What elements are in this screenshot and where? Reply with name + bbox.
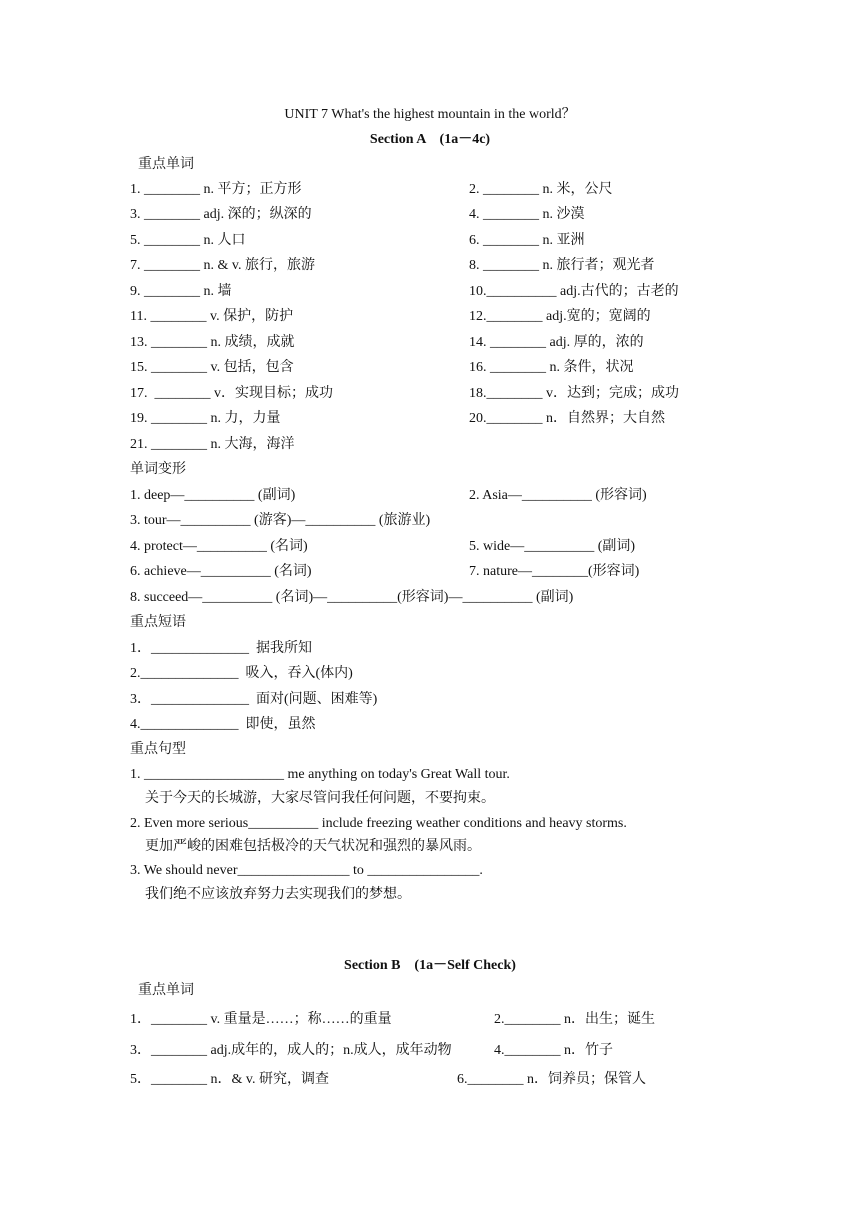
sentence-translation: 我们绝不应该放弃努力去实现我们的梦想。 [145, 887, 411, 902]
vocab-item: 14. ________ adj. 厚的，浓的 [469, 335, 644, 350]
word-form-item: 2. Asia—__________ (形容词) [469, 488, 647, 503]
vocab-item: 4. ________ n. 沙漠 [469, 207, 585, 222]
vocab-item: 1. ________ n. 平方；正方形 [130, 182, 302, 197]
vocab-item: 3．________ adj.成年的，成人的；n.成人，成年动物 [130, 1043, 452, 1058]
sentence-item: 1. ____________________ me anything on today's Great Wall tour. [130, 767, 510, 782]
word-form-item: 6. achieve—__________ (名词) [130, 564, 312, 579]
vocab-item: 10.__________ adj.古代的；古老的 [469, 284, 679, 299]
sentence-translation: 关于今天的长城游，大家尽管问我任何问题，不要拘束。 [145, 791, 495, 806]
vocab-item: 12.________ adj.宽的；宽阔的 [469, 309, 651, 324]
vocab-item: 3. ________ adj. 深的；纵深的 [130, 207, 312, 222]
vocab-item: 6.________ n．饲养员；保管人 [457, 1072, 646, 1087]
vocab-item: 6. ________ n. 亚洲 [469, 233, 585, 248]
vocab-item: 9. ________ n. 墙 [130, 284, 232, 299]
word-form-item: 7. nature—________(形容词) [469, 564, 640, 579]
vocab-item: 7. ________ n. & v. 旅行，旅游 [130, 258, 315, 273]
word-form-item: 1. deep—__________ (副词) [130, 488, 296, 503]
section-a-heading: Section A (1a－4c) [369, 132, 491, 147]
vocab-item: 15. ________ v. 包括，包含 [130, 360, 294, 375]
vocab-item: 5．________ n．& v. 研究，调查 [130, 1072, 329, 1087]
vocab-item: 4.________ n．竹子 [494, 1043, 613, 1058]
word-forms-heading: 单词变形 [130, 462, 186, 477]
sentence-item: 2. Even more serious__________ include freezing weather conditions and heavy storms. [130, 816, 627, 831]
sentence-item: 3. We should never________________ to ________________. [130, 863, 483, 878]
vocab-item: 1．________ v. 重量是……；称……的重量 [130, 1012, 392, 1027]
word-form-item: 8. succeed—__________ (名词)—__________(形容词)—__________ (副词) [130, 590, 574, 605]
section-b-heading: Section B (1a－Self Check) [344, 958, 516, 973]
phrase-item: 3．______________ 面对(问题、困难等) [130, 692, 378, 707]
word-form-item: 5. wide—__________ (副词) [469, 539, 636, 554]
word-form-item: 4. protect—__________ (名词) [130, 539, 308, 554]
word-form-item: 3. tour—__________ (游客)—__________ (旅游业) [130, 513, 431, 528]
phrase-item: 2.______________ 吸入，吞入(体内) [130, 666, 353, 681]
vocab-item: 2.________ n．出生；诞生 [494, 1012, 655, 1027]
phrase-item: 1．______________ 据我所知 [130, 641, 312, 656]
vocab-item: 17. ________ v．实现目标；成功 [130, 386, 333, 401]
vocab-item: 2. ________ n. 米，公尺 [469, 182, 613, 197]
sentences-heading: 重点句型 [130, 742, 186, 757]
sentence-translation: 更加严峻的困难包括极冷的天气状况和强烈的暴风雨。 [145, 839, 481, 854]
vocab-item: 8. ________ n. 旅行者；观光者 [469, 258, 655, 273]
vocab-item: 19. ________ n. 力，力量 [130, 411, 281, 426]
page-title: UNIT 7 What's the highest mountain in the world？ [284, 107, 576, 122]
vocab-item: 20.________ n．自然界；大自然 [469, 411, 665, 426]
vocab-item: 13. ________ n. 成绩，成就 [130, 335, 295, 350]
phrase-item: 4.______________ 即使，虽然 [130, 717, 316, 732]
phrases-heading: 重点短语 [130, 615, 186, 630]
vocab-item: 11. ________ v. 保护，防护 [130, 309, 294, 324]
vocab-item: 21. ________ n. 大海，海洋 [130, 437, 295, 452]
vocab-item: 16. ________ n. 条件，状况 [469, 360, 634, 375]
section-a-vocab-heading: 重点单词 [138, 157, 194, 172]
vocab-item: 5. ________ n. 人口 [130, 233, 246, 248]
section-b-vocab-heading: 重点单词 [138, 983, 194, 998]
vocab-item: 18.________ v．达到；完成；成功 [469, 386, 679, 401]
